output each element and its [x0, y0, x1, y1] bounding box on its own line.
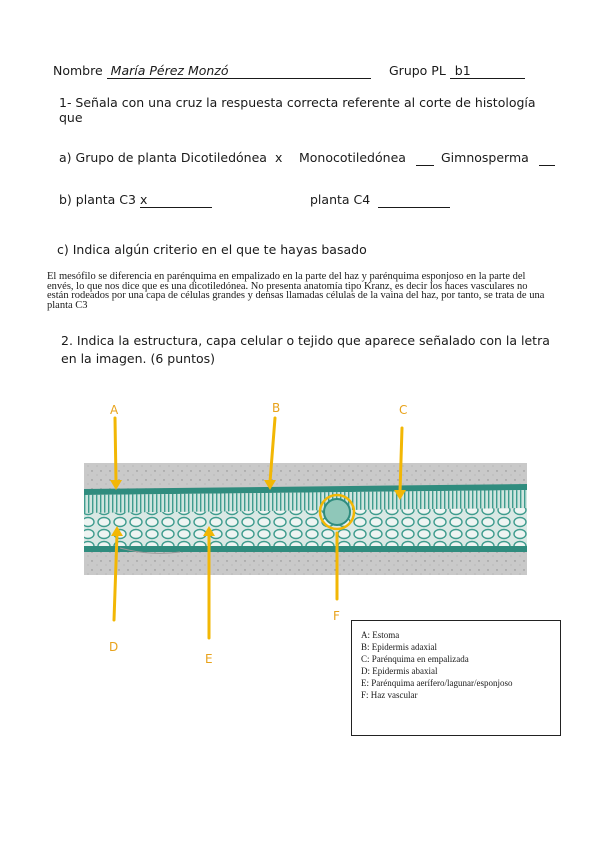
b-c4-option: planta C4	[310, 192, 371, 207]
arrow-a	[115, 418, 116, 482]
a-dicot-mark[interactable]: x	[274, 150, 283, 165]
question1-c-prompt: c) Indica algún criterio en el que te hayas basado	[57, 242, 367, 257]
a-mono-option: Monocotiledónea	[299, 150, 406, 165]
question1-prompt-line1: 1- Señala con una cruz la respuesta correcta referente al corte de histología	[59, 95, 536, 110]
b-c3-option: b) planta C3	[59, 192, 136, 207]
b-c3-mark: x	[139, 192, 148, 207]
a-dicot-option: a) Grupo de planta Dicotiledónea	[59, 150, 267, 165]
name-value: María Pérez Monzó	[110, 63, 229, 78]
abaxial-epidermis	[84, 546, 527, 552]
a-gymno-option: Gimnosperma	[441, 150, 529, 165]
label-a: A	[110, 403, 119, 417]
arrow-c	[400, 428, 402, 492]
legend-item-f: F: Haz vascular	[361, 690, 418, 700]
label-c: C	[399, 403, 408, 417]
question2-prompt-line1: 2. Indica la estructura, capa celular o tejido que aparece señalado con la letra	[61, 333, 550, 348]
spongy-layer	[84, 508, 527, 548]
question1-answer[interactable]: El mesófilo se diferencia en parénquima en empalizado en la parte del haz y parénquima esponjoso en la parte del envés, lo que nos dice que es una dicotiledónea. No presenta anatomía tipo Kranz, es decir los haces vasculares no están rodeados por una capa de células grandes y densas llamadas células de la vaina del haz, por tanto, se trata de una planta C3	[47, 271, 545, 311]
legend-item-c: C: Parénquima en empalizada	[361, 654, 469, 664]
label-f: F	[333, 609, 340, 623]
legend-box	[351, 620, 561, 736]
legend-item-a: A: Estoma	[361, 630, 400, 640]
legend-item-d: D: Epidermis abaxial	[361, 666, 438, 676]
group-value: b1	[454, 63, 471, 78]
label-b: B	[272, 401, 281, 415]
vascular-bundle	[324, 499, 350, 525]
question1-prompt-line2: que	[59, 110, 83, 125]
legend-item-b: B: Epidermis adaxial	[361, 642, 437, 652]
label-d: D	[109, 640, 119, 654]
legend-item-e: E: Parénquima aerífero/lagunar/esponjoso	[361, 678, 513, 688]
label-e: E	[205, 652, 213, 666]
question2-prompt-line2: en la imagen. (6 puntos)	[61, 351, 216, 366]
group-label: Grupo PL	[389, 63, 446, 78]
name-label: Nombre	[53, 63, 103, 78]
